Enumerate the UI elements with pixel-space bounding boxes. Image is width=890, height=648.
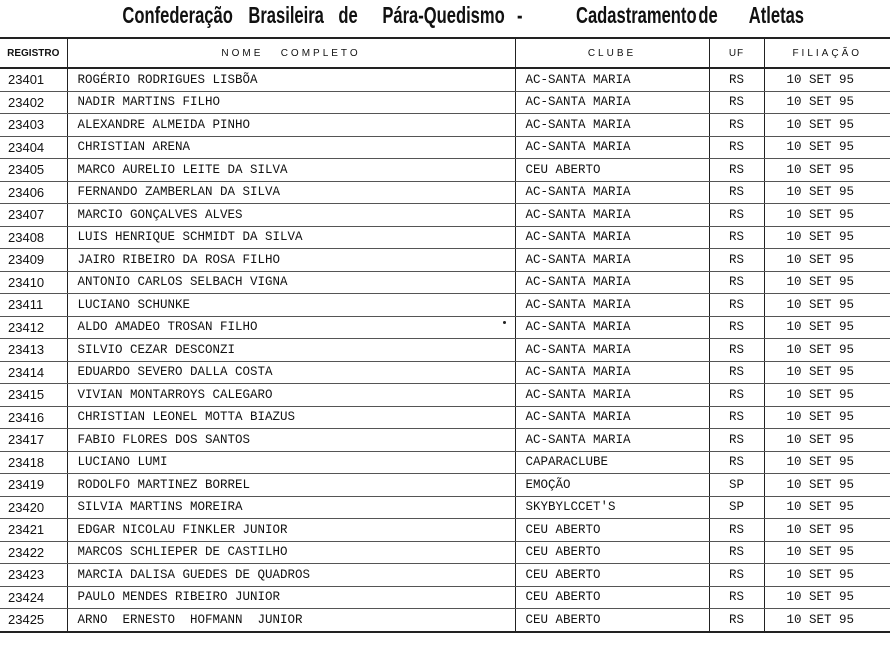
cell-registro: 23402 <box>0 91 67 114</box>
cell-filiacao: 10 SET 95 <box>764 474 890 497</box>
ink-spot <box>503 321 506 324</box>
cell-clube: CEU ABERTO <box>515 609 709 632</box>
cell-uf: RS <box>709 114 764 137</box>
column-header-nome: NOME COMPLETO <box>67 38 515 68</box>
cell-filiacao: 10 SET 95 <box>764 429 890 452</box>
cell-filiacao: 10 SET 95 <box>764 316 890 339</box>
cell-clube: CEU ABERTO <box>515 541 709 564</box>
cell-clube: AC-SANTA MARIA <box>515 181 709 204</box>
cell-registro: 23417 <box>0 429 67 452</box>
table-row <box>0 181 890 204</box>
cell-nome: ANTONIO CARLOS SELBACH VIGNA <box>67 271 515 294</box>
cell-uf: RS <box>709 541 764 564</box>
cell-nome: NADIR MARTINS FILHO <box>67 91 515 114</box>
cell-nome: FABIO FLORES DOS SANTOS <box>67 429 515 452</box>
cell-filiacao: 10 SET 95 <box>764 249 890 272</box>
cell-registro: 23403 <box>0 114 67 137</box>
cell-filiacao: 10 SET 95 <box>764 564 890 587</box>
title-word: Atletas <box>748 2 805 28</box>
cell-nome: FERNANDO ZAMBERLAN DA SILVA <box>67 181 515 204</box>
cell-uf: SP <box>709 474 764 497</box>
cell-clube: AC-SANTA MARIA <box>515 339 709 362</box>
cell-registro: 23406 <box>0 181 67 204</box>
table-row <box>0 271 890 294</box>
cell-nome: ARNO ERNESTO HOFMANN JUNIOR <box>67 609 515 632</box>
cell-clube: CAPARACLUBE <box>515 451 709 474</box>
table-row <box>0 294 890 317</box>
table-row <box>0 586 890 609</box>
table-header-row <box>0 38 890 68</box>
cell-clube: AC-SANTA MARIA <box>515 114 709 137</box>
cell-clube: AC-SANTA MARIA <box>515 406 709 429</box>
cell-uf: RS <box>709 564 764 587</box>
title-word: de <box>338 2 358 28</box>
title-word: Cadastramento <box>576 2 697 28</box>
table-row <box>0 159 890 182</box>
cell-registro: 23424 <box>0 586 67 609</box>
table-row <box>0 249 890 272</box>
cell-registro: 23421 <box>0 519 67 542</box>
cell-filiacao: 10 SET 95 <box>764 384 890 407</box>
cell-registro: 23408 <box>0 226 67 249</box>
table-row <box>0 226 890 249</box>
page-title <box>0 2 805 36</box>
cell-filiacao: 10 SET 95 <box>764 609 890 632</box>
cell-registro: 23404 <box>0 136 67 159</box>
cell-filiacao: 10 SET 95 <box>764 451 890 474</box>
cell-registro: 23415 <box>0 384 67 407</box>
table-row <box>0 474 890 497</box>
cell-clube: CEU ABERTO <box>515 519 709 542</box>
cell-filiacao: 10 SET 95 <box>764 159 890 182</box>
cell-clube: AC-SANTA MARIA <box>515 204 709 227</box>
cell-filiacao: 10 SET 95 <box>764 519 890 542</box>
cell-nome: MARCOS SCHLIEPER DE CASTILHO <box>67 541 515 564</box>
cell-registro: 23411 <box>0 294 67 317</box>
table-row <box>0 114 890 137</box>
title-word: - <box>516 2 523 28</box>
cell-filiacao: 10 SET 95 <box>764 406 890 429</box>
cell-nome: ROGÉRIO RODRIGUES LISBÕA <box>67 68 515 91</box>
cell-clube: AC-SANTA MARIA <box>515 384 709 407</box>
cell-uf: RS <box>709 406 764 429</box>
cell-registro: 23401 <box>0 68 67 91</box>
cell-registro: 23413 <box>0 339 67 362</box>
table-row <box>0 406 890 429</box>
cell-clube: SKYBYLCCET'S <box>515 496 709 519</box>
title-word: Brasileira <box>248 2 324 28</box>
cell-nome: ALEXANDRE ALMEIDA PINHO <box>67 114 515 137</box>
cell-registro: 23416 <box>0 406 67 429</box>
cell-filiacao: 10 SET 95 <box>764 91 890 114</box>
cell-nome: JAIRO RIBEIRO DA ROSA FILHO <box>67 249 515 272</box>
cell-uf: RS <box>709 519 764 542</box>
cell-clube: AC-SANTA MARIA <box>515 294 709 317</box>
cell-uf: RS <box>709 384 764 407</box>
cell-nome: EDUARDO SEVERO DALLA COSTA <box>67 361 515 384</box>
table-row <box>0 519 890 542</box>
cell-registro: 23425 <box>0 609 67 632</box>
title-word: Confederação <box>122 2 233 28</box>
cell-uf: RS <box>709 609 764 632</box>
cell-registro: 23414 <box>0 361 67 384</box>
table-row <box>0 451 890 474</box>
cell-nome: LUCIANO SCHUNKE <box>67 294 515 317</box>
cell-registro: 23423 <box>0 564 67 587</box>
cell-uf: SP <box>709 496 764 519</box>
cell-filiacao: 10 SET 95 <box>764 68 890 91</box>
cell-filiacao: 10 SET 95 <box>764 294 890 317</box>
column-header-filiacao: FILIAÇÃO <box>764 38 890 68</box>
cell-clube: AC-SANTA MARIA <box>515 136 709 159</box>
cell-uf: RS <box>709 68 764 91</box>
cell-clube: AC-SANTA MARIA <box>515 226 709 249</box>
cell-registro: 23418 <box>0 451 67 474</box>
cell-uf: RS <box>709 294 764 317</box>
cell-clube: AC-SANTA MARIA <box>515 68 709 91</box>
cell-registro: 23409 <box>0 249 67 272</box>
table-row <box>0 339 890 362</box>
cell-filiacao: 10 SET 95 <box>764 496 890 519</box>
cell-nome: SILVIA MARTINS MOREIRA <box>67 496 515 519</box>
cell-nome: PAULO MENDES RIBEIRO JUNIOR <box>67 586 515 609</box>
cell-filiacao: 10 SET 95 <box>764 136 890 159</box>
cell-uf: RS <box>709 181 764 204</box>
cell-registro: 23407 <box>0 204 67 227</box>
cell-uf: RS <box>709 361 764 384</box>
table-row <box>0 609 890 632</box>
cell-filiacao: 10 SET 95 <box>764 361 890 384</box>
cell-clube: AC-SANTA MARIA <box>515 429 709 452</box>
table-row <box>0 91 890 114</box>
cell-registro: 23422 <box>0 541 67 564</box>
table-row <box>0 564 890 587</box>
cell-nome: LUCIANO LUMI <box>67 451 515 474</box>
table-row <box>0 68 890 91</box>
table-row <box>0 136 890 159</box>
cell-clube: AC-SANTA MARIA <box>515 361 709 384</box>
cell-clube: CEU ABERTO <box>515 564 709 587</box>
cell-nome: SILVIO CEZAR DESCONZI <box>67 339 515 362</box>
cell-nome: ALDO AMADEO TROSAN FILHO <box>67 316 515 339</box>
cell-filiacao: 10 SET 95 <box>764 114 890 137</box>
cell-clube: AC-SANTA MARIA <box>515 316 709 339</box>
cell-filiacao: 10 SET 95 <box>764 271 890 294</box>
cell-clube: EMOÇÃO <box>515 474 709 497</box>
cell-clube: AC-SANTA MARIA <box>515 91 709 114</box>
cell-clube: CEU ABERTO <box>515 586 709 609</box>
cell-nome: CHRISTIAN LEONEL MOTTA BIAZUS <box>67 406 515 429</box>
cell-uf: RS <box>709 586 764 609</box>
cell-clube: AC-SANTA MARIA <box>515 271 709 294</box>
cell-filiacao: 10 SET 95 <box>764 586 890 609</box>
cell-nome: MARCO AURELIO LEITE DA SILVA <box>67 159 515 182</box>
cell-uf: RS <box>709 249 764 272</box>
athletes-table <box>0 37 890 633</box>
cell-nome: CHRISTIAN ARENA <box>67 136 515 159</box>
cell-nome: LUIS HENRIQUE SCHMIDT DA SILVA <box>67 226 515 249</box>
cell-filiacao: 10 SET 95 <box>764 541 890 564</box>
cell-uf: RS <box>709 136 764 159</box>
cell-registro: 23412 <box>0 316 67 339</box>
cell-uf: RS <box>709 204 764 227</box>
cell-registro: 23419 <box>0 474 67 497</box>
cell-nome: EDGAR NICOLAU FINKLER JUNIOR <box>67 519 515 542</box>
cell-filiacao: 10 SET 95 <box>764 226 890 249</box>
cell-nome: VIVIAN MONTARROYS CALEGARO <box>67 384 515 407</box>
table-row <box>0 384 890 407</box>
title-word: Pára-Quedismo <box>382 2 505 28</box>
cell-clube: AC-SANTA MARIA <box>515 249 709 272</box>
cell-uf: RS <box>709 429 764 452</box>
cell-uf: RS <box>709 339 764 362</box>
cell-filiacao: 10 SET 95 <box>764 204 890 227</box>
cell-uf: RS <box>709 91 764 114</box>
table-row <box>0 316 890 339</box>
cell-filiacao: 10 SET 95 <box>764 181 890 204</box>
title-word: de <box>698 2 718 28</box>
table-row <box>0 496 890 519</box>
column-header-registro: REGISTRO <box>0 38 67 68</box>
cell-uf: RS <box>709 316 764 339</box>
table-row <box>0 204 890 227</box>
cell-registro: 23420 <box>0 496 67 519</box>
table-row <box>0 361 890 384</box>
cell-uf: RS <box>709 271 764 294</box>
cell-registro: 23405 <box>0 159 67 182</box>
cell-clube: CEU ABERTO <box>515 159 709 182</box>
cell-filiacao: 10 SET 95 <box>764 339 890 362</box>
cell-uf: RS <box>709 451 764 474</box>
cell-registro: 23410 <box>0 271 67 294</box>
table-row <box>0 541 890 564</box>
cell-nome: MARCIA DALISA GUEDES DE QUADROS <box>67 564 515 587</box>
cell-uf: RS <box>709 226 764 249</box>
cell-nome: RODOLFO MARTINEZ BORREL <box>67 474 515 497</box>
cell-nome: MARCIO GONÇALVES ALVES <box>67 204 515 227</box>
table-row <box>0 429 890 452</box>
column-header-uf: UF <box>709 38 764 68</box>
column-header-clube: CLUBE <box>515 38 709 68</box>
cell-uf: RS <box>709 159 764 182</box>
